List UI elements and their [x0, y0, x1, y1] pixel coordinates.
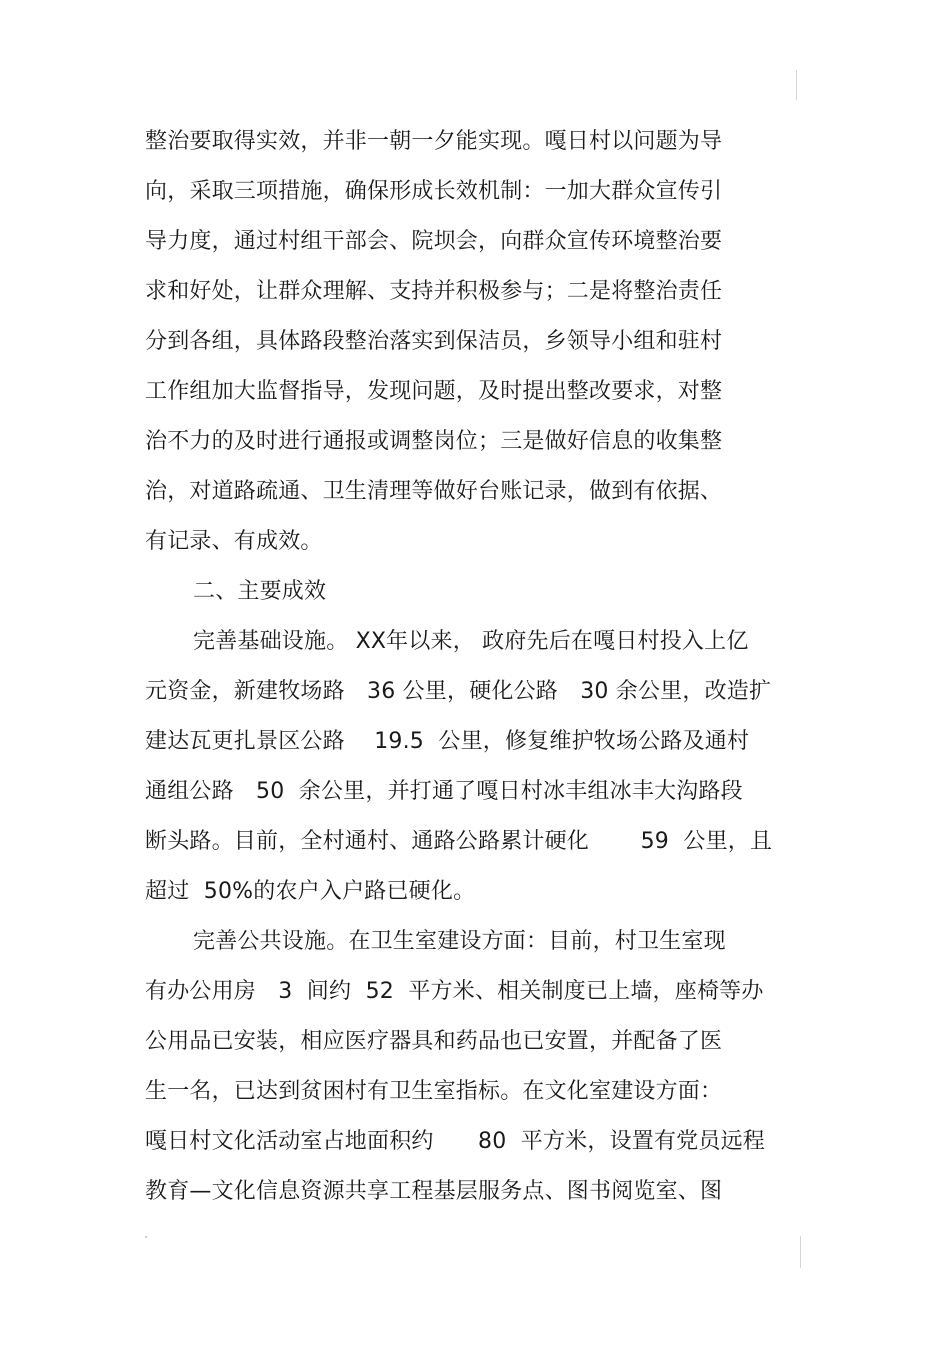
paragraph-line: 治，对道路疏通、卫生清理等做好台账记录，做到有依据、: [145, 479, 723, 504]
section-heading: 二、主要成效: [193, 579, 327, 604]
paragraph-line: 治不力的及时进行通报或调整岗位；三是做好信息的收集整: [145, 429, 723, 454]
paragraph-line: 元资金，新建牧场路 36 公里，硬化公路 30 余公里，改造扩: [145, 679, 772, 704]
paragraph-line: 分到各组，具体路段整治落实到保洁员，乡领导小组和驻村: [145, 329, 723, 354]
paragraph-line: 完善基础设施。 XX年以来， 政府先后在嘎日村投入上亿: [193, 629, 749, 654]
paragraph-line: 断头路。目前，全村通村、通路公路累计硬化 59 公里，且: [145, 829, 773, 854]
paragraph-line: 向，采取三项措施，确保形成长效机制：一加大群众宣传引: [145, 179, 723, 204]
paragraph-line: 教育—文化信息资源共享工程基层服务点、图书阅览室、图: [145, 1179, 723, 1204]
scan-speck: [145, 1236, 147, 1238]
page-margin-mark-top: [796, 70, 797, 100]
page-margin-mark-bottom: [800, 1236, 801, 1268]
paragraph-line: 求和好处，让群众理解、支持并积极参与；二是将整治责任: [145, 279, 723, 304]
paragraph-line: 建达瓦更扎景区公路 19.5 公里，修复维护牧场公路及通村: [145, 729, 750, 754]
paragraph-line: 生一名，已达到贫困村有卫生室指标。在文化室建设方面：: [145, 1079, 723, 1104]
paragraph-line: 导力度，通过村组干部会、院坝会，向群众宣传环境整治要: [145, 229, 723, 254]
paragraph-line: 通组公路 50 余公里，并打通了嘎日村冰丰组冰丰大沟路段: [145, 779, 743, 804]
paragraph-line: 公用品已安装，相应医疗器具和药品也已安置，并配备了医: [145, 1029, 723, 1054]
paragraph-line: 超过 50%的农户入户路已硬化。: [145, 879, 476, 904]
paragraph-line: 有办公用房 3 间约 52 平方米、相关制度已上墙，座椅等办: [145, 979, 764, 1004]
paragraph-line: 工作组加大监督指导，发现问题，及时提出整改要求，对整: [145, 379, 723, 404]
paragraph-line: 嘎日村文化活动室占地面积约 80 平方米，设置有党员远程: [145, 1129, 765, 1154]
paragraph-line: 完善公共设施。在卫生室建设方面：目前，村卫生室现: [193, 929, 726, 954]
paragraph-line: 整治要取得实效，并非一朝一夕能实现。嘎日村以问题为导: [145, 129, 723, 154]
paragraph-line: 有记录、有成效。: [145, 529, 323, 554]
